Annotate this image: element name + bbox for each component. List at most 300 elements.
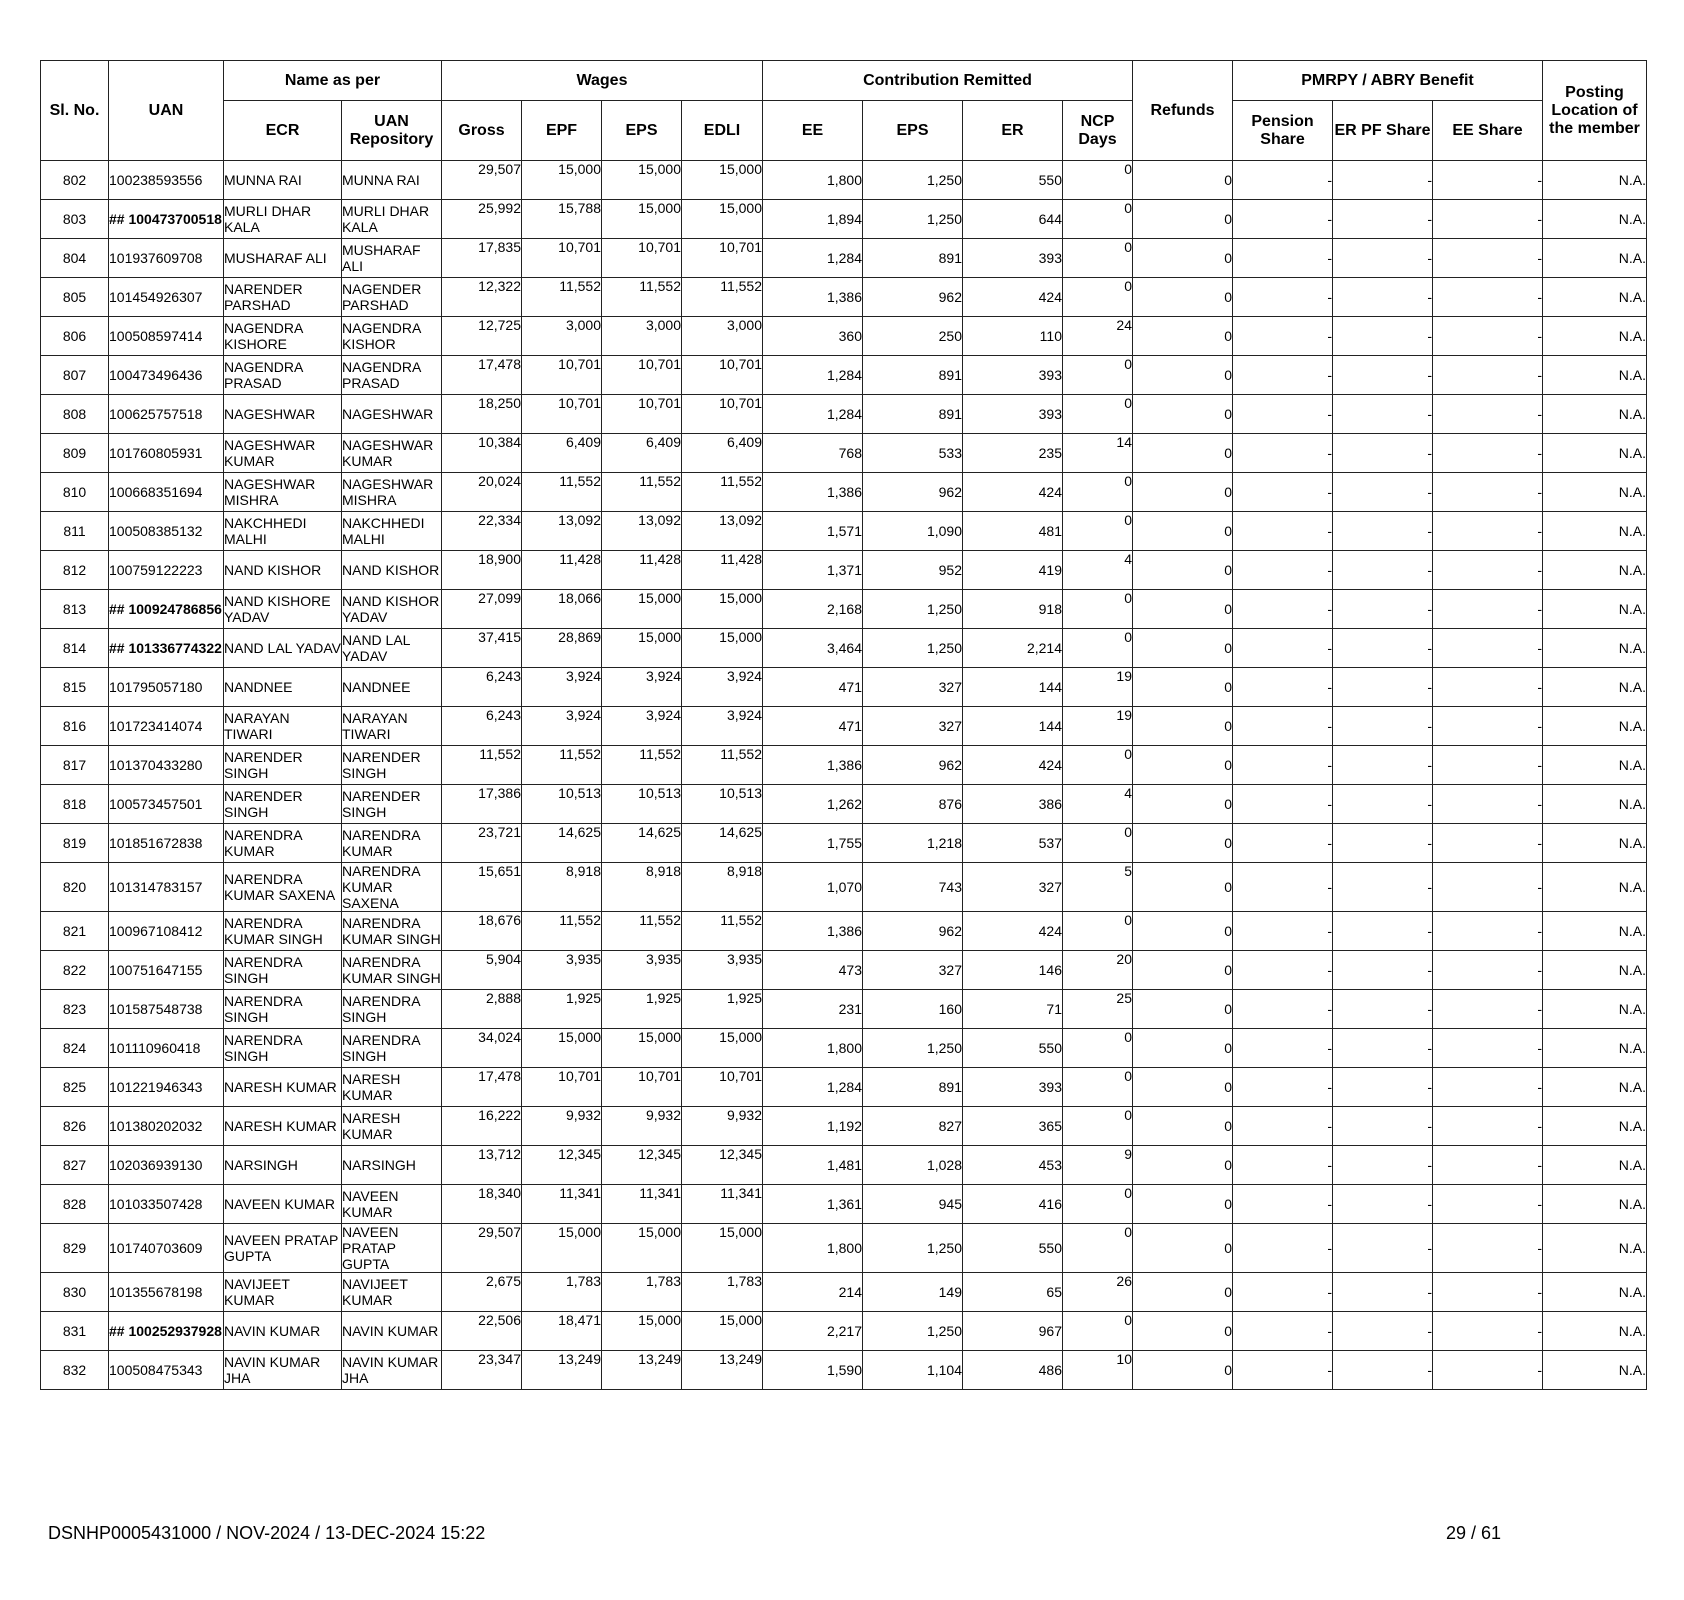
- cell-name-ecr: NAVIJEET KUMAR: [224, 1273, 342, 1312]
- table-body: [41, 161, 1647, 1390]
- cell-sl-no: 816: [41, 707, 109, 746]
- group-pmrpy-abry: PMRPY / ABRY Benefit: [1233, 61, 1543, 101]
- cell-sl-no: 808: [41, 395, 109, 434]
- cell-ee-share: -: [1433, 1068, 1543, 1107]
- cell-er-pf-share: -: [1333, 551, 1433, 590]
- cell-epf: 10,701: [522, 395, 602, 434]
- cell-sl-no: 809: [41, 434, 109, 473]
- cell-ncp-days: 4: [1063, 785, 1133, 824]
- cell-pension-share: -: [1233, 1146, 1333, 1185]
- cell-eps: 1,783: [602, 1273, 682, 1312]
- cell-posting-location: N.A.: [1543, 473, 1647, 512]
- cell-pension-share: -: [1233, 356, 1333, 395]
- cell-posting-location: N.A.: [1543, 161, 1647, 200]
- cell-gross: 5,904: [442, 951, 522, 990]
- cell-uan: 100967108412: [109, 912, 224, 951]
- cell-name-ecr: NARSINGH: [224, 1146, 342, 1185]
- cell-refunds: 0: [1133, 951, 1233, 990]
- cell-posting-location: N.A.: [1543, 824, 1647, 863]
- cell-uan: 100508475343: [109, 1351, 224, 1390]
- cell-pension-share: -: [1233, 824, 1333, 863]
- cell-name-ecr: MURLI DHAR KALA: [224, 200, 342, 239]
- cell-pension-share: -: [1233, 1312, 1333, 1351]
- col-uan: UAN: [109, 61, 224, 161]
- cell-refunds: 0: [1133, 1107, 1233, 1146]
- cell-contrib-eps: 1,250: [863, 1029, 963, 1068]
- cell-er-pf-share: -: [1333, 1224, 1433, 1273]
- cell-edli: 3,000: [682, 317, 763, 356]
- cell-epf: 10,701: [522, 356, 602, 395]
- table-row: [41, 434, 1647, 473]
- cell-edli: 3,935: [682, 951, 763, 990]
- cell-gross: 18,900: [442, 551, 522, 590]
- cell-contrib-eps: 1,028: [863, 1146, 963, 1185]
- cell-er-pf-share: -: [1333, 951, 1433, 990]
- cell-sl-no: 830: [41, 1273, 109, 1312]
- cell-er: 424: [963, 912, 1063, 951]
- cell-gross: 17,478: [442, 1068, 522, 1107]
- cell-gross: 27,099: [442, 590, 522, 629]
- cell-contrib-eps: 250: [863, 317, 963, 356]
- table-row: [41, 512, 1647, 551]
- cell-gross: 16,222: [442, 1107, 522, 1146]
- cell-er-pf-share: -: [1333, 1068, 1433, 1107]
- cell-refunds: 0: [1133, 1273, 1233, 1312]
- cell-eps: 11,552: [602, 912, 682, 951]
- cell-er: 365: [963, 1107, 1063, 1146]
- cell-posting-location: N.A.: [1543, 434, 1647, 473]
- col-pension-share: Pension Share: [1233, 101, 1333, 161]
- cell-eps: 3,924: [602, 707, 682, 746]
- cell-name-uan-repository: NARSINGH: [342, 1146, 442, 1185]
- cell-name-uan-repository: NARENDRA SINGH: [342, 990, 442, 1029]
- cell-edli: 13,092: [682, 512, 763, 551]
- cell-ee: 1,755: [763, 824, 863, 863]
- cell-edli: 8,918: [682, 863, 763, 912]
- cell-name-ecr: NAGESHWAR MISHRA: [224, 473, 342, 512]
- cell-epf: 14,625: [522, 824, 602, 863]
- cell-ncp-days: 0: [1063, 200, 1133, 239]
- cell-ee: 3,464: [763, 629, 863, 668]
- cell-ee-share: -: [1433, 161, 1543, 200]
- cell-edli: 12,345: [682, 1146, 763, 1185]
- document-reference: DSNHP0005431000 / NOV-2024 / 13-DEC-2024 15:22: [48, 1523, 486, 1543]
- cell-name-uan-repository: NAGESHWAR: [342, 395, 442, 434]
- cell-gross: 29,507: [442, 1224, 522, 1273]
- cell-name-ecr: NAKCHHEDI MALHI: [224, 512, 342, 551]
- cell-uan: 101795057180: [109, 668, 224, 707]
- col-contrib-eps: EPS: [863, 101, 963, 161]
- cell-posting-location: N.A.: [1543, 278, 1647, 317]
- cell-uan: 100759122223: [109, 551, 224, 590]
- cell-name-ecr: NARENDER SINGH: [224, 785, 342, 824]
- cell-sl-no: 810: [41, 473, 109, 512]
- cell-ee-share: -: [1433, 590, 1543, 629]
- cell-uan: 101851672838: [109, 824, 224, 863]
- cell-posting-location: N.A.: [1543, 1029, 1647, 1068]
- col-gross: Gross: [442, 101, 522, 161]
- cell-er-pf-share: -: [1333, 590, 1433, 629]
- cell-contrib-eps: 1,250: [863, 590, 963, 629]
- cell-pension-share: -: [1233, 629, 1333, 668]
- cell-name-ecr: NAVEEN KUMAR: [224, 1185, 342, 1224]
- cell-sl-no: 831: [41, 1312, 109, 1351]
- cell-name-uan-repository: NAND LAL YADAV: [342, 629, 442, 668]
- cell-epf: 11,428: [522, 551, 602, 590]
- cell-name-uan-repository: NAGENDER PARSHAD: [342, 278, 442, 317]
- cell-epf: 11,552: [522, 912, 602, 951]
- cell-ee-share: -: [1433, 990, 1543, 1029]
- cell-ncp-days: 10: [1063, 1351, 1133, 1390]
- cell-name-ecr: NARESH KUMAR: [224, 1107, 342, 1146]
- cell-contrib-eps: 962: [863, 912, 963, 951]
- cell-eps: 10,513: [602, 785, 682, 824]
- cell-eps: 11,552: [602, 473, 682, 512]
- cell-ee-share: -: [1433, 434, 1543, 473]
- cell-uan: ## 100924786856: [109, 590, 224, 629]
- cell-pension-share: -: [1233, 317, 1333, 356]
- cell-posting-location: N.A.: [1543, 239, 1647, 278]
- cell-ncp-days: 24: [1063, 317, 1133, 356]
- cell-er-pf-share: -: [1333, 824, 1433, 863]
- cell-edli: 3,924: [682, 668, 763, 707]
- cell-gross: 15,651: [442, 863, 522, 912]
- cell-ee: 1,800: [763, 1224, 863, 1273]
- cell-er: 386: [963, 785, 1063, 824]
- cell-name-ecr: NAGENDRA KISHORE: [224, 317, 342, 356]
- cell-er: 144: [963, 707, 1063, 746]
- cell-ee-share: -: [1433, 1351, 1543, 1390]
- cell-contrib-eps: 962: [863, 473, 963, 512]
- table-row: [41, 395, 1647, 434]
- cell-name-ecr: NARENDRA KUMAR SAXENA: [224, 863, 342, 912]
- cell-edli: 15,000: [682, 200, 763, 239]
- cell-ee-share: -: [1433, 1224, 1543, 1273]
- cell-contrib-eps: 1,250: [863, 1312, 963, 1351]
- cell-eps: 13,249: [602, 1351, 682, 1390]
- cell-epf: 11,552: [522, 473, 602, 512]
- cell-sl-no: 804: [41, 239, 109, 278]
- cell-name-uan-repository: MUSHARAF ALI: [342, 239, 442, 278]
- cell-sl-no: 829: [41, 1224, 109, 1273]
- cell-sl-no: 824: [41, 1029, 109, 1068]
- cell-er: 486: [963, 1351, 1063, 1390]
- cell-refunds: 0: [1133, 785, 1233, 824]
- cell-ee: 1,386: [763, 473, 863, 512]
- page-number: 29 / 61: [1446, 1523, 1502, 1543]
- cell-refunds: 0: [1133, 1068, 1233, 1107]
- cell-refunds: 0: [1133, 912, 1233, 951]
- cell-edli: 11,341: [682, 1185, 763, 1224]
- cell-epf: 11,552: [522, 278, 602, 317]
- cell-ncp-days: 9: [1063, 1146, 1133, 1185]
- cell-er: 71: [963, 990, 1063, 1029]
- cell-edli: 10,701: [682, 356, 763, 395]
- cell-eps: 3,924: [602, 668, 682, 707]
- table-row: [41, 551, 1647, 590]
- cell-edli: 15,000: [682, 590, 763, 629]
- cell-posting-location: N.A.: [1543, 668, 1647, 707]
- cell-er: 550: [963, 1029, 1063, 1068]
- cell-pension-share: -: [1233, 1029, 1333, 1068]
- cell-epf: 3,935: [522, 951, 602, 990]
- cell-ee: 471: [763, 668, 863, 707]
- cell-gross: 34,024: [442, 1029, 522, 1068]
- cell-ee: 1,371: [763, 551, 863, 590]
- cell-refunds: 0: [1133, 434, 1233, 473]
- cell-ee: 1,571: [763, 512, 863, 551]
- cell-name-uan-repository: MURLI DHAR KALA: [342, 200, 442, 239]
- table-row: [41, 317, 1647, 356]
- cell-pension-share: -: [1233, 746, 1333, 785]
- cell-sl-no: 803: [41, 200, 109, 239]
- cell-ncp-days: 0: [1063, 912, 1133, 951]
- cell-sl-no: 832: [41, 1351, 109, 1390]
- cell-name-ecr: NAGESHWAR KUMAR: [224, 434, 342, 473]
- cell-edli: 11,428: [682, 551, 763, 590]
- cell-ee: 231: [763, 990, 863, 1029]
- cell-sl-no: 802: [41, 161, 109, 200]
- cell-eps: 3,000: [602, 317, 682, 356]
- cell-ncp-days: 0: [1063, 629, 1133, 668]
- cell-epf: 9,932: [522, 1107, 602, 1146]
- cell-ncp-days: 20: [1063, 951, 1133, 990]
- cell-name-uan-repository: NAGESHWAR KUMAR: [342, 434, 442, 473]
- cell-eps: 15,000: [602, 590, 682, 629]
- cell-eps: 6,409: [602, 434, 682, 473]
- cell-pension-share: -: [1233, 1185, 1333, 1224]
- cell-name-uan-repository: NARAYAN TIWARI: [342, 707, 442, 746]
- cell-name-ecr: MUNNA RAI: [224, 161, 342, 200]
- cell-epf: 10,513: [522, 785, 602, 824]
- cell-name-uan-repository: NAGENDRA PRASAD: [342, 356, 442, 395]
- cell-eps: 11,552: [602, 746, 682, 785]
- cell-refunds: 0: [1133, 1185, 1233, 1224]
- cell-pension-share: -: [1233, 395, 1333, 434]
- cell-uan: ## 100252937928: [109, 1312, 224, 1351]
- cell-pension-share: -: [1233, 1273, 1333, 1312]
- cell-er-pf-share: -: [1333, 1185, 1433, 1224]
- cell-uan: 100625757518: [109, 395, 224, 434]
- cell-epf: 11,552: [522, 746, 602, 785]
- cell-ee: 2,168: [763, 590, 863, 629]
- cell-sl-no: 820: [41, 863, 109, 912]
- cell-epf: 15,000: [522, 1029, 602, 1068]
- cell-name-ecr: NARENDRA SINGH: [224, 951, 342, 990]
- cell-eps: 12,345: [602, 1146, 682, 1185]
- col-ee: EE: [763, 101, 863, 161]
- cell-name-uan-repository: NARESH KUMAR: [342, 1107, 442, 1146]
- col-ncp-days: NCP Days: [1063, 101, 1133, 161]
- cell-pension-share: -: [1233, 1107, 1333, 1146]
- cell-refunds: 0: [1133, 1146, 1233, 1185]
- cell-sl-no: 805: [41, 278, 109, 317]
- cell-er-pf-share: -: [1333, 434, 1433, 473]
- cell-epf: 1,925: [522, 990, 602, 1029]
- cell-name-uan-repository: NARENDRA SINGH: [342, 1029, 442, 1068]
- cell-uan: 101314783157: [109, 863, 224, 912]
- cell-ee-share: -: [1433, 746, 1543, 785]
- cell-ncp-days: 19: [1063, 668, 1133, 707]
- cell-ncp-days: 0: [1063, 1068, 1133, 1107]
- cell-ee: 1,386: [763, 912, 863, 951]
- cell-ee-share: -: [1433, 239, 1543, 278]
- cell-name-uan-repository: NAND KISHOR YADAV: [342, 590, 442, 629]
- cell-ee: 1,894: [763, 200, 863, 239]
- cell-edli: 10,701: [682, 1068, 763, 1107]
- cell-posting-location: N.A.: [1543, 551, 1647, 590]
- table-row: [41, 1312, 1647, 1351]
- cell-ncp-days: 26: [1063, 1273, 1133, 1312]
- cell-name-uan-repository: NAVIJEET KUMAR: [342, 1273, 442, 1312]
- cell-er-pf-share: -: [1333, 356, 1433, 395]
- cell-ee-share: -: [1433, 473, 1543, 512]
- cell-er-pf-share: -: [1333, 1351, 1433, 1390]
- cell-name-ecr: NARENDRA SINGH: [224, 990, 342, 1029]
- cell-er-pf-share: -: [1333, 1312, 1433, 1351]
- cell-ncp-days: 0: [1063, 1312, 1133, 1351]
- group-contribution-remitted: Contribution Remitted: [763, 61, 1133, 101]
- cell-posting-location: N.A.: [1543, 951, 1647, 990]
- cell-edli: 11,552: [682, 278, 763, 317]
- cell-er: 393: [963, 239, 1063, 278]
- cell-epf: 15,788: [522, 200, 602, 239]
- cell-gross: 13,712: [442, 1146, 522, 1185]
- cell-gross: 17,835: [442, 239, 522, 278]
- cell-posting-location: N.A.: [1543, 1146, 1647, 1185]
- cell-epf: 3,924: [522, 668, 602, 707]
- cell-ncp-days: 0: [1063, 512, 1133, 551]
- cell-uan: 101380202032: [109, 1107, 224, 1146]
- cell-ee-share: -: [1433, 1029, 1543, 1068]
- cell-uan: 101221946343: [109, 1068, 224, 1107]
- cell-er: 644: [963, 200, 1063, 239]
- cell-er: 65: [963, 1273, 1063, 1312]
- cell-name-uan-repository: NARENDRA KUMAR SINGH: [342, 951, 442, 990]
- cell-name-ecr: NAVIN KUMAR: [224, 1312, 342, 1351]
- cell-posting-location: N.A.: [1543, 912, 1647, 951]
- cell-edli: 1,925: [682, 990, 763, 1029]
- cell-pension-share: -: [1233, 668, 1333, 707]
- cell-ee: 1,284: [763, 356, 863, 395]
- cell-refunds: 0: [1133, 590, 1233, 629]
- cell-name-ecr: NANDNEE: [224, 668, 342, 707]
- cell-refunds: 0: [1133, 356, 1233, 395]
- cell-epf: 3,924: [522, 707, 602, 746]
- cell-sl-no: 814: [41, 629, 109, 668]
- cell-name-ecr: NARAYAN TIWARI: [224, 707, 342, 746]
- cell-gross: 17,386: [442, 785, 522, 824]
- cell-name-uan-repository: NARENDRA KUMAR SAXENA: [342, 863, 442, 912]
- cell-er: 110: [963, 317, 1063, 356]
- cell-contrib-eps: 1,250: [863, 161, 963, 200]
- cell-posting-location: N.A.: [1543, 317, 1647, 356]
- cell-posting-location: N.A.: [1543, 1312, 1647, 1351]
- table-row: [41, 863, 1647, 912]
- cell-er: 918: [963, 590, 1063, 629]
- table-row: [41, 912, 1647, 951]
- cell-pension-share: -: [1233, 863, 1333, 912]
- cell-sl-no: 822: [41, 951, 109, 990]
- cell-epf: 3,000: [522, 317, 602, 356]
- cell-name-uan-repository: NAGESHWAR MISHRA: [342, 473, 442, 512]
- cell-eps: 11,428: [602, 551, 682, 590]
- cell-er: 393: [963, 1068, 1063, 1107]
- cell-posting-location: N.A.: [1543, 200, 1647, 239]
- cell-uan: 101454926307: [109, 278, 224, 317]
- cell-name-ecr: NAGESHWAR: [224, 395, 342, 434]
- cell-uan: 101587548738: [109, 990, 224, 1029]
- cell-posting-location: N.A.: [1543, 1107, 1647, 1146]
- cell-er: 393: [963, 395, 1063, 434]
- cell-posting-location: N.A.: [1543, 1068, 1647, 1107]
- cell-posting-location: N.A.: [1543, 512, 1647, 551]
- cell-name-uan-repository: NARENDRA KUMAR: [342, 824, 442, 863]
- cell-eps: 10,701: [602, 395, 682, 434]
- cell-name-ecr: NARESH KUMAR: [224, 1068, 342, 1107]
- cell-ee-share: -: [1433, 863, 1543, 912]
- cell-name-uan-repository: NANDNEE: [342, 668, 442, 707]
- cell-refunds: 0: [1133, 239, 1233, 278]
- cell-refunds: 0: [1133, 746, 1233, 785]
- cell-edli: 9,932: [682, 1107, 763, 1146]
- cell-ee: 1,800: [763, 1029, 863, 1068]
- cell-name-uan-repository: NARENDER SINGH: [342, 785, 442, 824]
- cell-gross: 6,243: [442, 668, 522, 707]
- cell-ee: 1,481: [763, 1146, 863, 1185]
- cell-ncp-days: 0: [1063, 239, 1133, 278]
- cell-epf: 15,000: [522, 1224, 602, 1273]
- cell-contrib-eps: 160: [863, 990, 963, 1029]
- cell-pension-share: -: [1233, 473, 1333, 512]
- cell-ee-share: -: [1433, 356, 1543, 395]
- cell-posting-location: N.A.: [1543, 1224, 1647, 1273]
- cell-pension-share: -: [1233, 785, 1333, 824]
- cell-er: 419: [963, 551, 1063, 590]
- cell-er-pf-share: -: [1333, 1146, 1433, 1185]
- cell-contrib-eps: 743: [863, 863, 963, 912]
- cell-edli: 15,000: [682, 629, 763, 668]
- cell-posting-location: N.A.: [1543, 1185, 1647, 1224]
- cell-ee-share: -: [1433, 824, 1543, 863]
- cell-er: 424: [963, 278, 1063, 317]
- cell-contrib-eps: 876: [863, 785, 963, 824]
- cell-er-pf-share: -: [1333, 1273, 1433, 1312]
- table-row: [41, 239, 1647, 278]
- cell-posting-location: N.A.: [1543, 863, 1647, 912]
- cell-edli: 10,513: [682, 785, 763, 824]
- cell-ee-share: -: [1433, 200, 1543, 239]
- cell-er-pf-share: -: [1333, 1029, 1433, 1068]
- cell-gross: 18,676: [442, 912, 522, 951]
- cell-ee: 1,262: [763, 785, 863, 824]
- col-ecr: ECR: [224, 101, 342, 161]
- cell-posting-location: N.A.: [1543, 356, 1647, 395]
- cell-name-uan-repository: NAVEEN PRATAP GUPTA: [342, 1224, 442, 1273]
- cell-uan: 100751647155: [109, 951, 224, 990]
- cell-posting-location: N.A.: [1543, 629, 1647, 668]
- cell-ee: 1,590: [763, 1351, 863, 1390]
- cell-refunds: 0: [1133, 1224, 1233, 1273]
- cell-ncp-days: 25: [1063, 990, 1133, 1029]
- col-eps: EPS: [602, 101, 682, 161]
- cell-sl-no: 807: [41, 356, 109, 395]
- cell-refunds: 0: [1133, 824, 1233, 863]
- col-er-pf-share: ER PF Share: [1333, 101, 1433, 161]
- cell-er-pf-share: -: [1333, 863, 1433, 912]
- cell-edli: 10,701: [682, 239, 763, 278]
- cell-pension-share: -: [1233, 278, 1333, 317]
